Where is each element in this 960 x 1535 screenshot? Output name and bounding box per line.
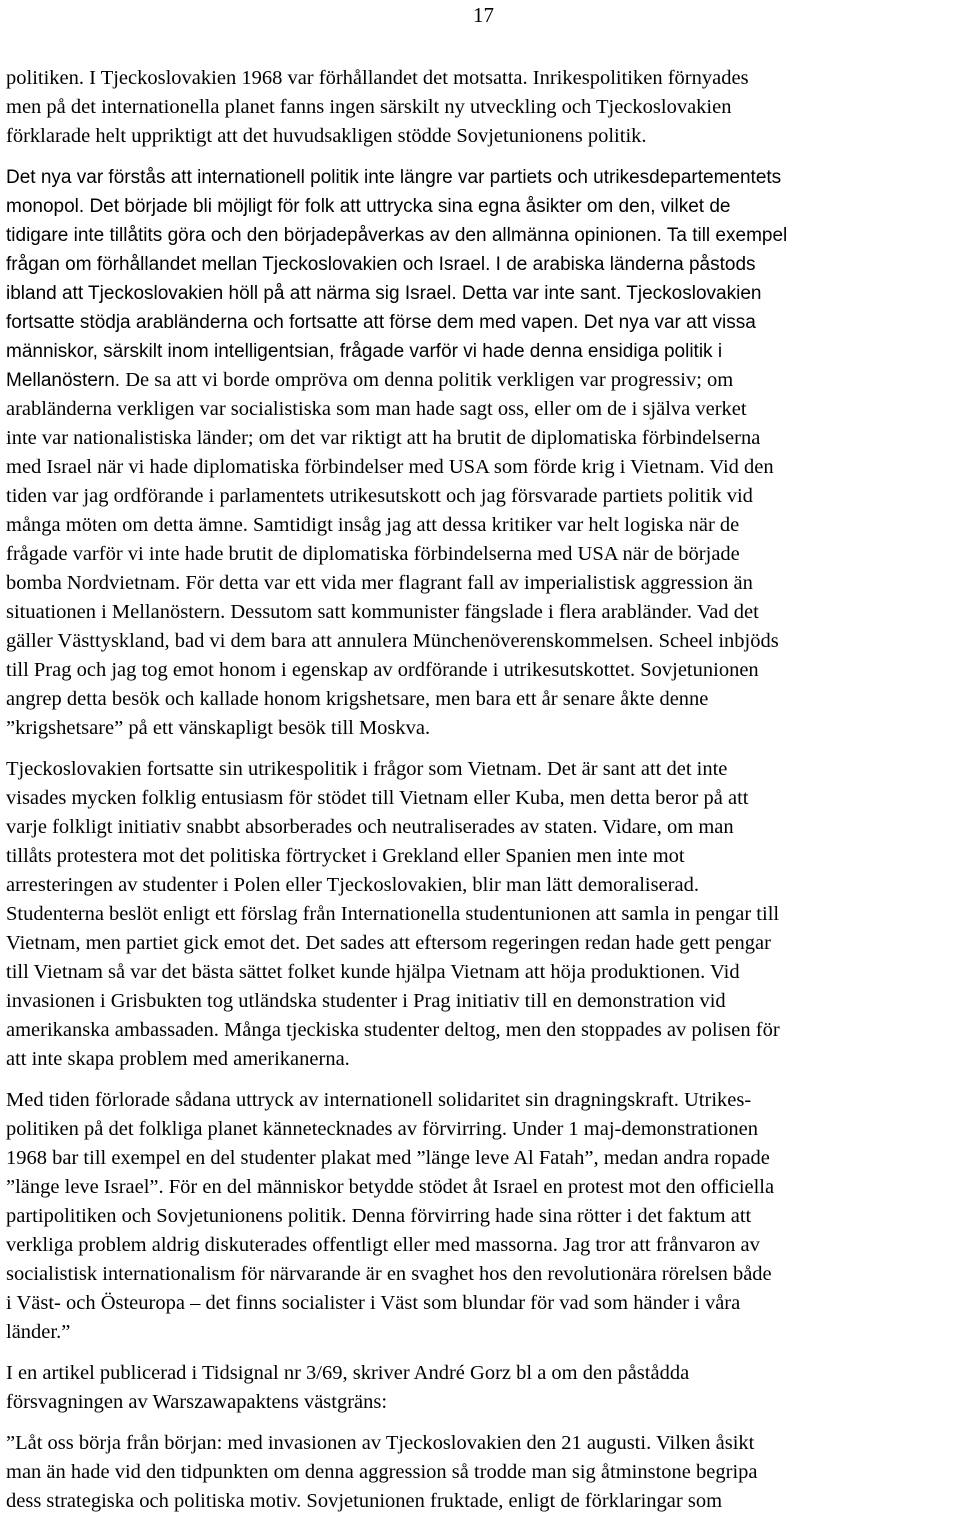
paragraph-2-sans-part: Det nya var förstås att internationell politik inte längre var partiets och utrikesdepartementets monopol. Det började bli möjligt för folk att uttrycka sina egna åsikter om den, vilket de tidigare inte tillåtits göra och den börjadepåverkas av den allmänna opinionen. Ta till exempel frågan om förhållandet mellan Tjeckoslovakien och Israel. I de arabiska länderna påstods ibland att Tjeckoslovakien höll på att närma sig Israel. Detta var inte sant. Tjeckoslovakien fortsatte stödja arabländerna och fortsatte att förse dem med vapen. Det nya var att vissa människor, särskilt inom intelligentsian, frågade varför vi hade denna ensidiga politik i Mellanöstern. [6,167,788,391]
paragraph-6: ”Låt oss börja från början: med invasionen av Tjeckoslovakien den 21 augusti. Vilken åsikt man än hade vid den tidpunkten om denna aggression så trodde man sig åtminstone begripa dess strategiska och politiska motiv. Sovjetunionen fruktade, enligt de förklaringar som [6,1432,758,1512]
paragraph-1: politiken. I Tjeckoslovakien 1968 var förhållandet det motsatta. Inrikespolitiken förnyades men på det internationella planet fanns ingen särskilt ny utveckling och Tjeckoslovakien förklarade helt uppriktigt att det huvudsakligen stödde Sovjetunionens politik. [6,67,749,147]
paragraph-4: Med tiden förlorade sådana uttryck av internationell solidaritet sin dragningskraft. Utrikes- politiken på det folkliga planet kännetecknades av förvirring. Under 1 maj-demonstrationen 1968 bar till exempel en del studenter plakat med ”länge leve Al Fatah”, medan andra ropade ”länge leve Israel”. För en del människor betydde stödet åt Israel en protest mot den officiella partipolitiken och Sovjetunionens politik. Denna förvirring hade sina rötter i det faktum att verkliga problem aldrig diskuterades offentligt eller med massorna. Jag tror att frånvaron av socialistisk internationalism för närvarande är en svaghet hos den revolutionära rörelsen både i Väst- och Östeuropa – det finns socialister i Väst som blundar för vad som händer i våra länder.” [6,1089,775,1343]
paragraph-2-serif-part: De sa att vi borde ompröva om denna politik verkligen var progressiv; om arabländerna verkligen var socialistiska som man hade sagt oss, eller om de i själva verket inte var nationalistiska länder; om det var riktigt att ha brutit de diplomatiska förbindelserna med Israel när vi hade diplomatiska förbindelser med USA som förde krig i Vietnam. Vid den tiden var jag ordförande i parlamentets utrikesutskott och jag försvarade partiets politik vid många möten om detta ämne. Samtidigt insåg jag att dessa kritiker var helt logiska när de frågade varför vi inte hade brutit de diplomatiska förbindelserna med USA när de började bomba Nordvietnam. För detta var ett vida mer flagrant fall av imperialistisk aggression än situationen i Mellanöstern. Dessutom satt kommunister fängslade i flera arabländer. Vad det gäller Västtyskland, bad vi dem bara att annulera Münchenöverenskommelsen. Scheel inbjöds till Prag och jag tog emot honom i egenskap av ordförande i utrikesutskottet. Sovjetunionen angrep detta besök och kallade honom krigshetsare, men bara ett år senare åkte denne ”krigshetsare” på ett vänskapligt besök till Moskva. [6,369,779,739]
paragraph-3: Tjeckoslovakien fortsatte sin utrikespolitik i frågor som Vietnam. Det är sant att det inte visades mycken folklig entusiasm för stödet till Vietnam eller Kuba, men detta beror på att varje folkligt initiativ snabbt absorberades och neutraliserades av staten. Vidare, om man tillåts protestera mot det politiska förtrycket i Grekland eller Spanien men inte mot arresteringen av studenter i Polen eller Tjeckoslovakien, blir man lätt demoraliserad. Studenterna beslöt enligt ett förslag från Internationella studentunionen att samla in pengar till Vietnam, men partiet gick emot det. Det sades att eftersom regeringen redan hade gett pengar till Vietnam så var det bästa sättet folket kunde hjälpa Vietnam att höja produktionen. Vid invasionen i Grisbukten tog utländska studenter i Prag initiativ till en demonstration vid amerikanska ambassaden. Många tjeckiska studenter deltog, men den stoppades av polisen för att inte skapa problem med amerikanerna. [6,758,780,1070]
paragraph-2 [6,163,956,743]
paragraph-5: I en artikel publicerad i Tidsignal nr 3/69, skriver André Gorz bl a om den påstådda försvagningen av Warszawapaktens västgräns: [6,1362,690,1413]
page-number: 17 [473,3,494,27]
document-body [6,64,956,1516]
